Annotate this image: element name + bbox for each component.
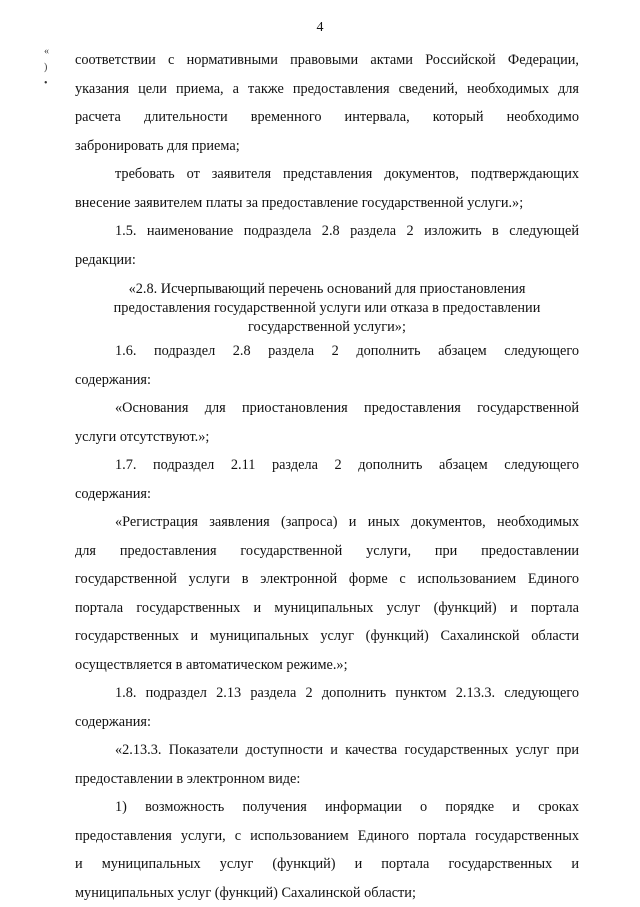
text-line: требовать от заявителя представления документов, подтверждающих [75,160,579,189]
text-line: соответствии с нормативными правовыми актами Российской Федерации, [75,46,579,75]
text-line: и муниципальных услуг (функций) и портала государственных и [75,850,579,879]
text-line: 1.7. подраздел 2.11 раздела 2 дополнить абзацем следующего [75,451,579,480]
text-line: государственной услуги в электронной форме с использованием Единого [75,565,579,594]
text-line: внесение заявителем платы за предоставление государственной услуги.»; [75,189,579,218]
text-line: забронировать для приема; [75,132,579,161]
text-line: «2.13.3. Показатели доступности и качества государственных услуг при [75,736,579,765]
text-line: муниципальных услуг (функций) Сахалинской области; [75,879,579,907]
text-line: предоставления услуги, с использованием Единого портала государственных [75,822,579,851]
document-body [75,46,579,907]
text-line: портала государственных и муниципальных услуг (функций) и портала [75,594,579,623]
page-number: 4 [0,20,640,36]
text-line: содержания: [75,708,579,737]
text-line: редакции: [75,246,579,275]
text-line: 1.6. подраздел 2.8 раздела 2 дополнить абзацем следующего [75,337,579,366]
text-line: предоставления государственной услуги или отказа в предоставлении [75,299,579,318]
text-line: государственных и муниципальных услуг (функций) Сахалинской области [75,622,579,651]
text-line: «2.8. Исчерпывающий перечень оснований для приостановления [75,280,579,299]
text-line: 1.5. наименование подраздела 2.8 раздела 2 изложить в следующей [75,217,579,246]
text-line: осуществляется в автоматическом режиме.»; [75,651,579,680]
text-line: предоставлении в электронном виде: [75,765,579,794]
section-title-quote [75,280,579,337]
text-line: «Основания для приостановления предоставления государственной [75,394,579,423]
margin-mark: ) [44,60,49,76]
text-line: указания цели приема, а также предоставления сведений, необходимых для [75,75,579,104]
text-line: государственной услуги»; [75,318,579,337]
text-line: расчета длительности временного интервала, который необходимо [75,103,579,132]
margin-mark: « [44,44,49,60]
text-line: для предоставления государственной услуги, при предоставлении [75,537,579,566]
margin-marks [44,44,49,92]
text-line: 1.8. подраздел 2.13 раздела 2 дополнить пунктом 2.13.3. следующего [75,679,579,708]
text-line: услуги отсутствуют.»; [75,423,579,452]
text-line: «Регистрация заявления (запроса) и иных документов, необходимых [75,508,579,537]
margin-mark: • [44,76,49,92]
text-line: содержания: [75,480,579,509]
text-line: содержания: [75,366,579,395]
text-line: 1) возможность получения информации о порядке и сроках [75,793,579,822]
